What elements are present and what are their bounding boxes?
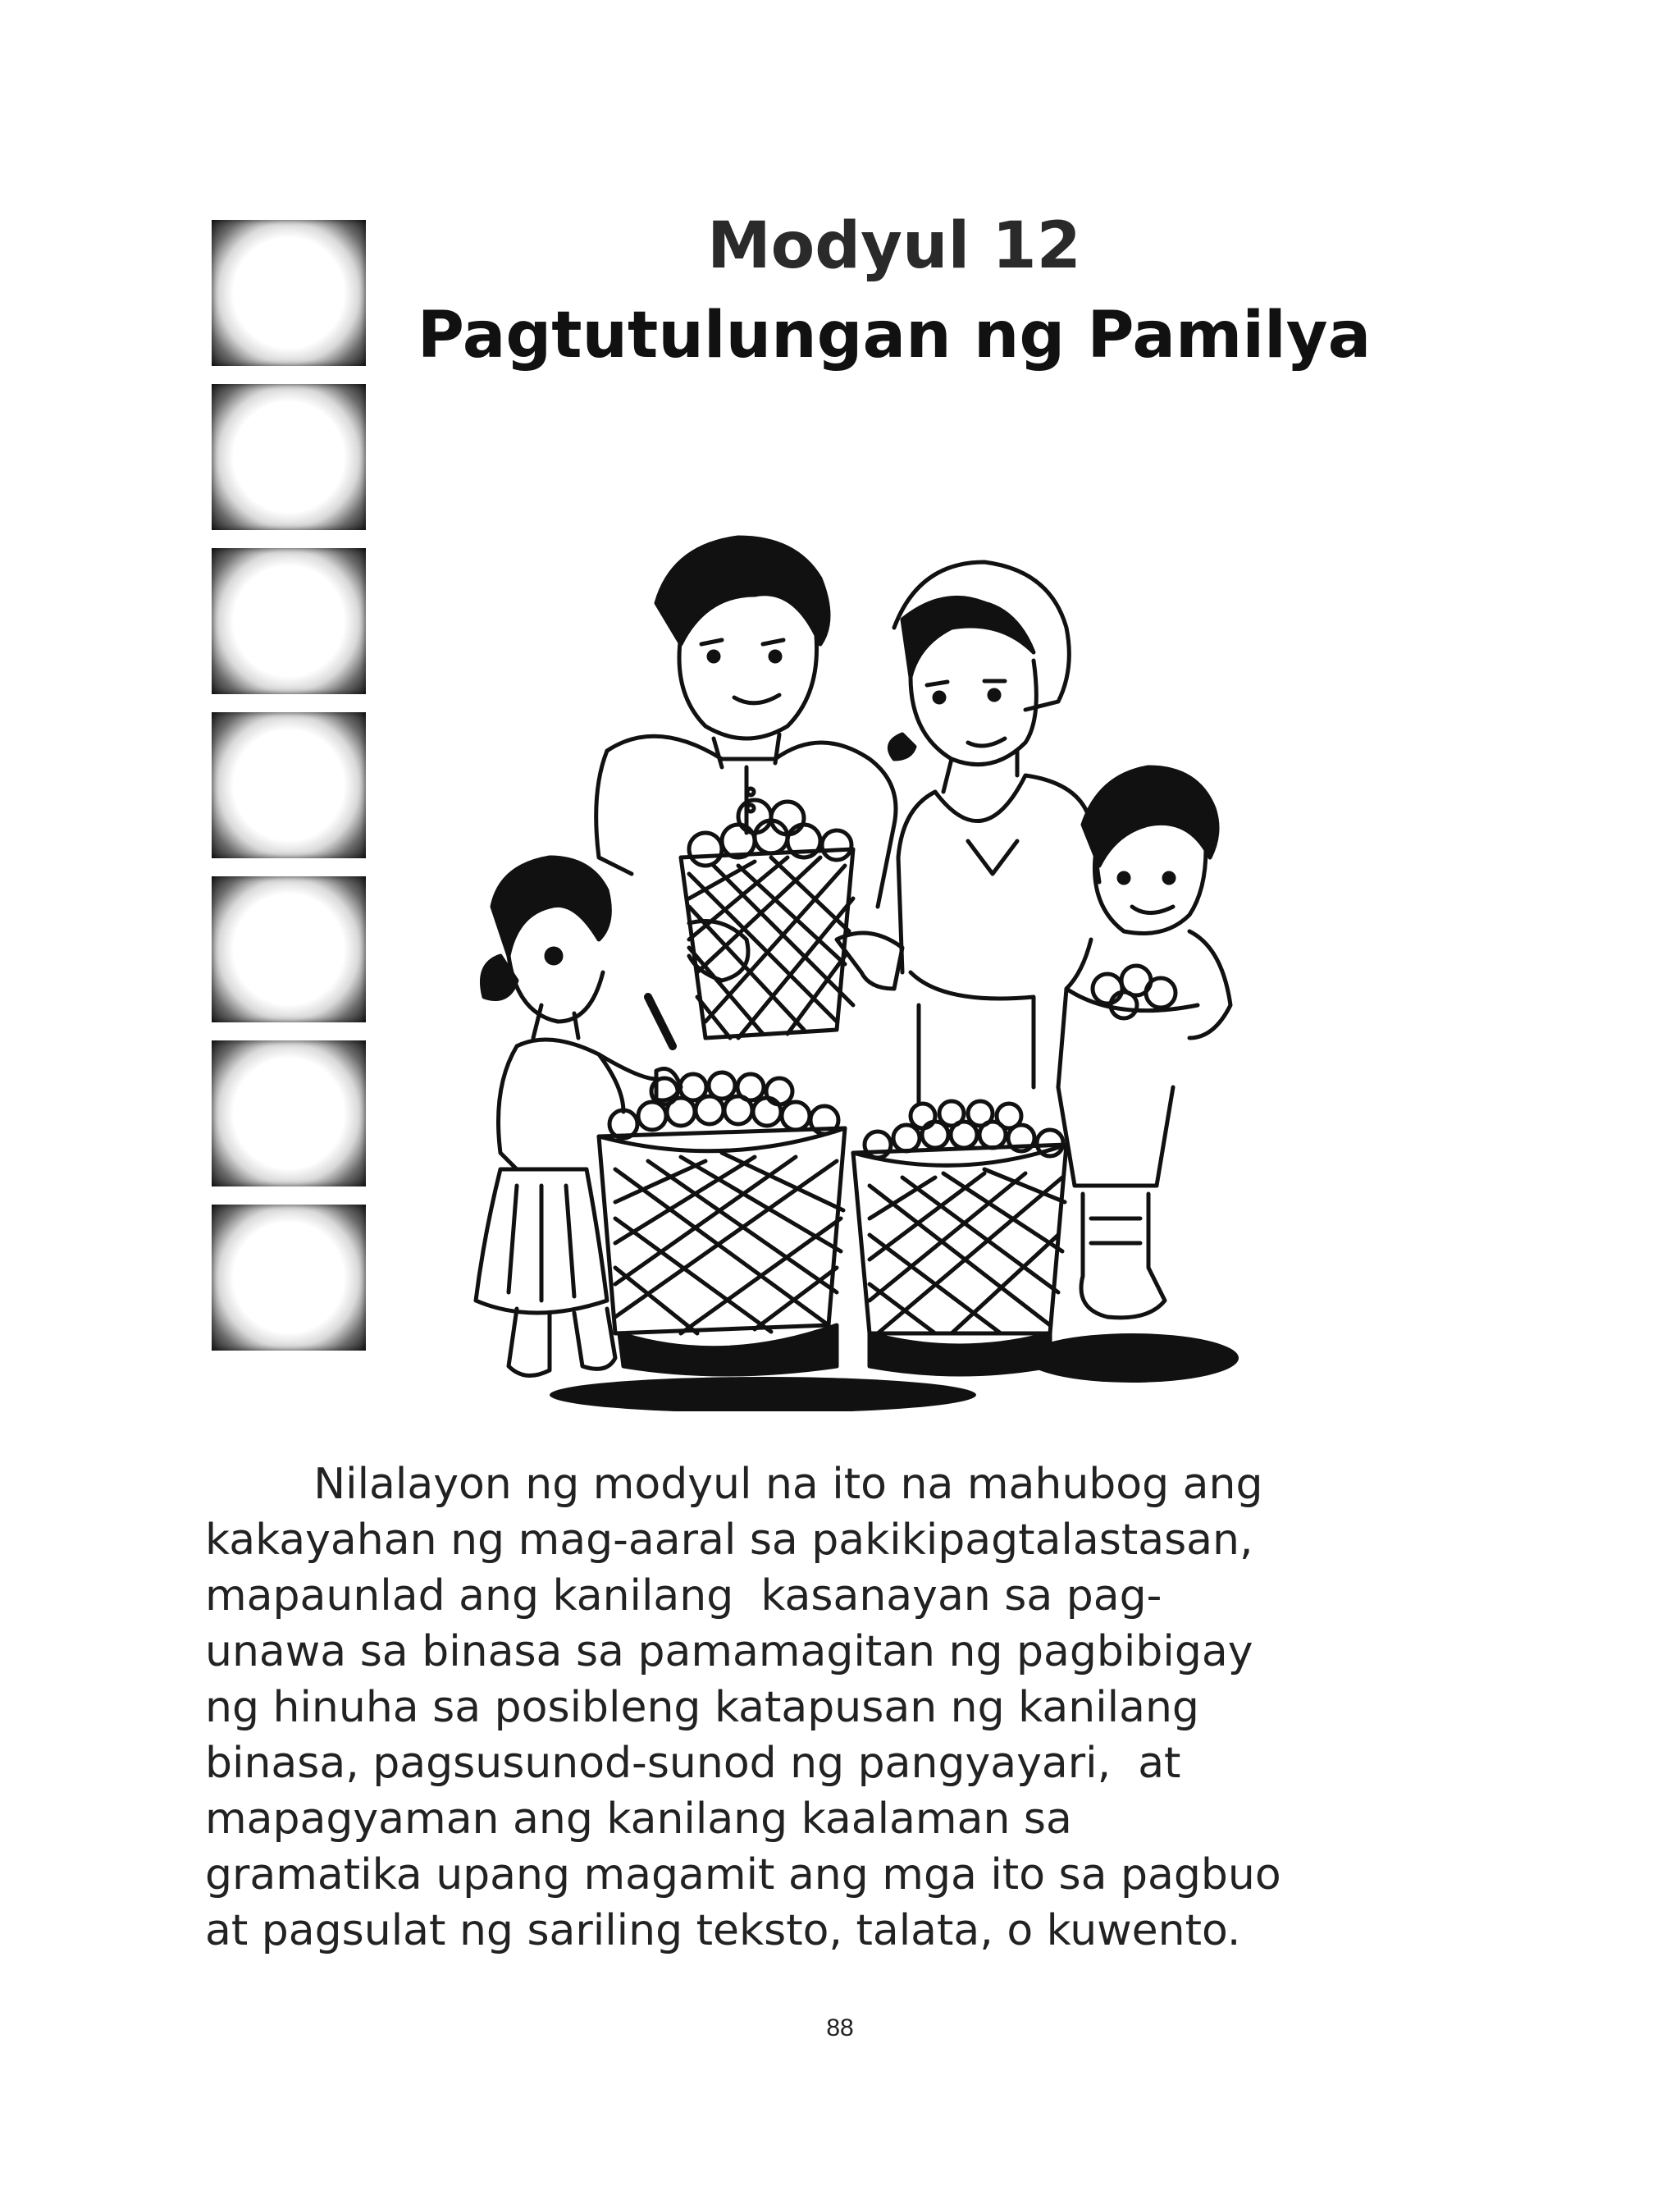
- module-objective-paragraph: [205, 1456, 1436, 1959]
- objective-line: unawa sa binasa sa pamamagitan ng pagbibigay: [205, 1627, 1253, 1676]
- film-frame: [212, 1205, 366, 1351]
- module-title: Pagtutulungan ng Pamilya: [417, 299, 1372, 373]
- page-number: 88: [826, 2014, 854, 2041]
- objective-line: Nilalayon ng modyul na ito na mahubog ang: [205, 1460, 1263, 1509]
- objective-line: binasa, pagsusunod-sunod ng pangyayari, at: [205, 1739, 1181, 1788]
- objective-line: ng hinuha sa posibleng katapusan ng kanilang: [205, 1683, 1199, 1732]
- film-frame: [212, 220, 366, 366]
- title-block: [386, 205, 1403, 384]
- objective-line: kakayahan ng mag-aaral sa pakikipagtalastasan,: [205, 1516, 1253, 1565]
- objective-line: at pagsulat ng sariling teksto, talata, o kuwento.: [205, 1906, 1241, 1955]
- film-frame: [212, 712, 366, 858]
- objective-line: gramatika upang magamit ang mga ito sa pagbuo: [205, 1850, 1281, 1900]
- module-number: Modyul 12: [707, 209, 1081, 283]
- film-frame: [212, 1040, 366, 1186]
- family-illustration: [410, 513, 1378, 1411]
- objective-line: mapagyaman ang kanilang kaalaman sa: [205, 1795, 1072, 1844]
- film-strip-decoration: [212, 220, 366, 1369]
- film-frame: [212, 384, 366, 530]
- objective-line: mapaunlad ang kanilang kasanayan sa pag-: [205, 1571, 1162, 1621]
- film-frame: [212, 548, 366, 694]
- film-frame: [212, 876, 366, 1022]
